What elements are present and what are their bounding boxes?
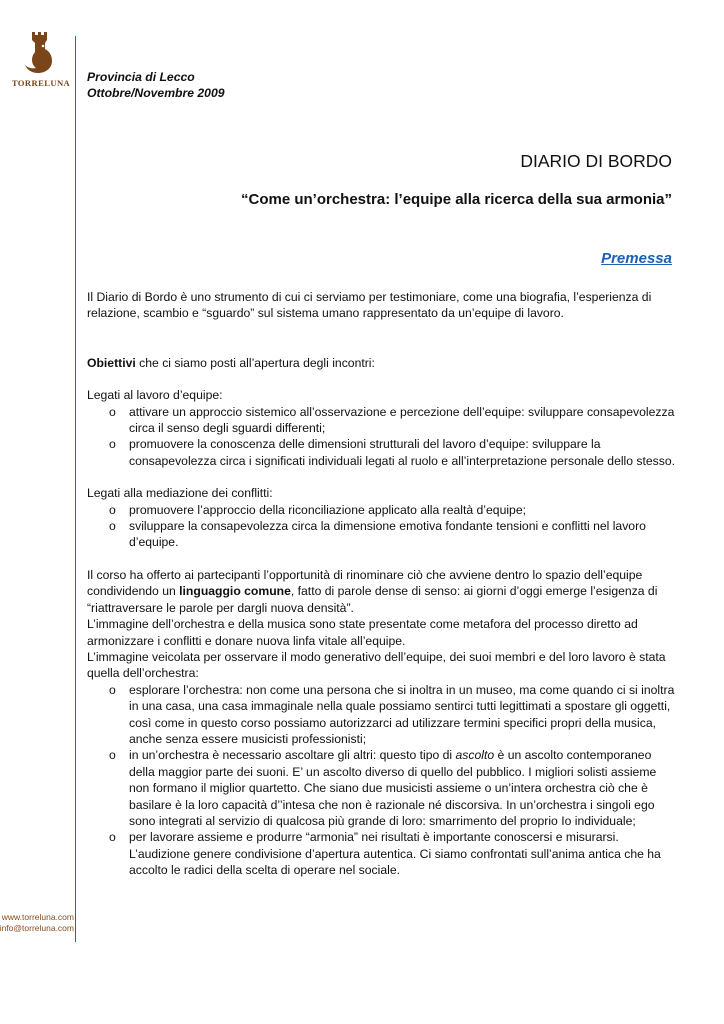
course-paragraph — [87, 567, 677, 616]
orchestra-list — [87, 682, 677, 879]
list-item — [87, 829, 677, 878]
list-item — [87, 502, 677, 518]
list-item — [87, 518, 677, 551]
period-label: Ottobre/Novembre 2009 — [87, 86, 225, 100]
torreluna-logo — [8, 30, 71, 88]
bullet-icon: o — [109, 437, 116, 452]
course-text-start: Il corso ha offerto ai partecipanti l’opportunità di rinominare ciò che avviene dentro lo spazio dell’equipe condividendo un — [87, 567, 643, 599]
bullet-icon: o — [109, 830, 116, 845]
group1-label: Legati al lavoro d’equipe: — [87, 388, 223, 403]
course-text-end: , fatto di parole dense di senso: ai giorni d’oggi emerge l’esigenza di “riattraversare le parole per dargli nuova densità”. — [87, 584, 658, 615]
list-item — [87, 404, 677, 437]
margin-rule — [75, 36, 76, 942]
province-label: Provincia di Lecco — [87, 70, 195, 84]
group1-list — [87, 404, 677, 470]
list-item-text-start: in un’orchestra è necessario ascoltare gli altri: questo tipo di — [129, 748, 456, 763]
objectives-paragraph — [87, 355, 677, 371]
group2-list — [87, 502, 677, 551]
orchestra-metaphor-paragraph: L’immagine dell’orchestra e della musica sono state presentate come metafora del processo diretto ad armonizzare i conflitti e donare nuova linfa vitale all’equipe. — [87, 617, 638, 648]
website-link[interactable]: www.torreluna.com — [1, 912, 74, 922]
section-heading-premessa: Premessa — [601, 250, 672, 267]
document-title: DIARIO DI BORDO — [520, 151, 672, 171]
list-item-text-end: è un ascolto contemporaneo della maggior parte dei suoni. E’ un ascolto diverso di quello del pubblico. I migliori solisti assieme non formano il miglior quartetto. Che siano due musicisti assieme o un’intera orchestra ciò che è basilare è la loro capacità d’’intesa che non è razionale né discorsiva. In un’orchestra i singoli ego sono integrati al servizio di qualcosa più grande di loro: smarrimento del proprio Io individuale; — [129, 748, 657, 828]
list-item-text: sviluppare la consapevolezza circa la dimensione emotiva fondante tensioni e conflitti nel lavoro d’equipe. — [129, 519, 646, 550]
tower-moon-icon — [22, 30, 56, 76]
email-link[interactable]: info@torreluna.com — [0, 923, 74, 933]
list-item — [87, 436, 677, 469]
document-header — [87, 69, 225, 101]
bullet-icon: o — [109, 748, 116, 763]
bullet-icon: o — [109, 682, 116, 697]
list-item-text: esplorare l’orchestra: non come una persona che si inoltra in un museo, ma come quando ci si inoltra in una casa, una casa immaginale nella quale possiamo sentirci tutti legittimati a spostare gli oggetti, così come in questo corso possiamo autorizzarci ad utilizzare termini specifici propri della musica, anche senza essere musicisti professionisti; — [129, 682, 675, 746]
bullet-icon: o — [109, 404, 116, 419]
document-body — [87, 289, 677, 879]
logo-wordmark: TORRELUNA — [11, 78, 71, 88]
document-subtitle: “Come un’orchestra: l’equipe alla ricerca della sua armonia” — [241, 191, 672, 208]
list-item-text: attivare un approccio sistemico all’osservazione e percezione dell’equipe: sviluppare consapevolezza circa il senso degli sguardi differenti; — [129, 404, 675, 436]
intro-paragraph: Il Diario di Bordo è uno strumento di cui ci serviamo per testimoniare, come una biografia, l’esperienza di relazione, scambio e “sguardo” sul sistema umano rappresentato da un’equipe di lavoro. — [87, 290, 652, 321]
group2-label: Legati alla mediazione dei conflitti: — [87, 486, 273, 501]
common-language-bold: linguaggio comune — [179, 584, 291, 599]
list-item — [87, 747, 677, 829]
objectives-bold: Obiettivi — [87, 355, 136, 370]
bullet-icon: o — [109, 502, 116, 517]
contact-footer — [0, 912, 74, 934]
list-item-text: per lavorare assieme e produrre “armonia” nei risultati è importante conoscersi e misurarsi. L’audizione genere condivisione d’apertura autentica. Ci siamo confrontati sull’anima antica che ha accolto le radici della scelta di operare nel sociale. — [129, 830, 661, 878]
orchestra-image-paragraph: L’immagine veicolata per osservare il modo generativo dell’equipe, dei suoi membri e del loro lavoro è stata quella dell’orchestra: — [87, 649, 666, 681]
ascolto-italic: ascolto — [455, 748, 495, 763]
objectives-text: che ci siamo posti all’apertura degli incontri: — [135, 355, 375, 370]
bullet-icon: o — [109, 519, 116, 534]
list-item-text: promuovere la conoscenza delle dimensioni strutturali del lavoro d’equipe: sviluppare la consapevolezza circa i significati individuali legati al ruolo e all’interpretazione personale dello stesso. — [129, 437, 676, 468]
list-item — [87, 682, 677, 748]
list-item-text: promuovere l’approccio della riconciliazione applicato alla realtà d’equipe; — [129, 502, 527, 517]
